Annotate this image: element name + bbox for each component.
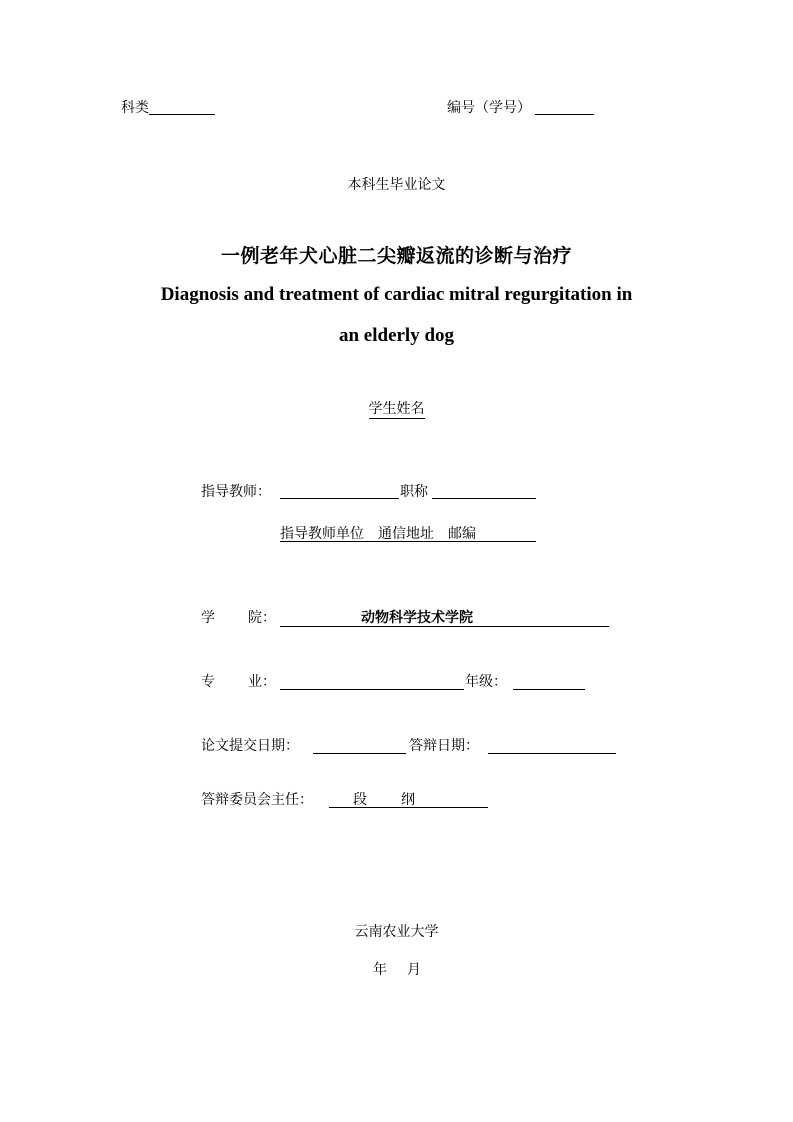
grade-label: 年级：: [465, 674, 507, 690]
title-english-line-1: Diagnosis and treatment of cardiac mitral regurgitation in: [160, 284, 633, 305]
major-label-b: 业：: [248, 674, 276, 690]
student-name-row: [0, 400, 793, 418]
category-field-line: [149, 114, 215, 115]
committee-chair-label: 答辩委员会主任：: [201, 792, 313, 808]
major-label-a: 专: [201, 674, 215, 690]
month-label: 月: [407, 962, 421, 978]
category-label: 科类: [121, 100, 149, 116]
student-name-label: 学生姓名: [368, 401, 425, 417]
defense-date-label: 答辩日期：: [409, 738, 479, 754]
advisor-unit-underline: [280, 541, 536, 542]
year-label: 年: [373, 962, 387, 978]
grade-field-line: [513, 689, 585, 690]
serial-label: 编号（学号）: [447, 100, 531, 116]
defense-date-field-line: [488, 753, 616, 754]
committee-chair-name-b: 纲: [401, 792, 415, 808]
advisor-field-line: [280, 498, 399, 499]
submission-date-label: 论文提交日期：: [201, 738, 299, 754]
document-type: 本科生毕业论文: [347, 177, 446, 193]
college-label-b: 院：: [248, 610, 276, 626]
college-value: 动物科学技术学院: [361, 610, 473, 626]
advisor-unit-text: 指导教师单位 通信地址 邮编: [280, 526, 476, 542]
advisor-title-field-line: [432, 498, 536, 499]
submission-date-field-line: [313, 753, 406, 754]
advisor-label: 指导教师：: [201, 484, 271, 500]
advisor-title-label: 职称: [400, 484, 428, 500]
college-label-a: 学: [201, 610, 215, 626]
committee-chair-name-a: 段: [353, 792, 367, 808]
university-name: 云南农业大学: [354, 924, 439, 940]
major-field-line: [280, 689, 464, 690]
serial-field-line: [535, 114, 594, 115]
title-chinese: 一例老年犬心脏二尖瓣返流的诊断与治疗: [220, 245, 572, 267]
title-english-line-2: an elderly dog: [338, 325, 455, 346]
